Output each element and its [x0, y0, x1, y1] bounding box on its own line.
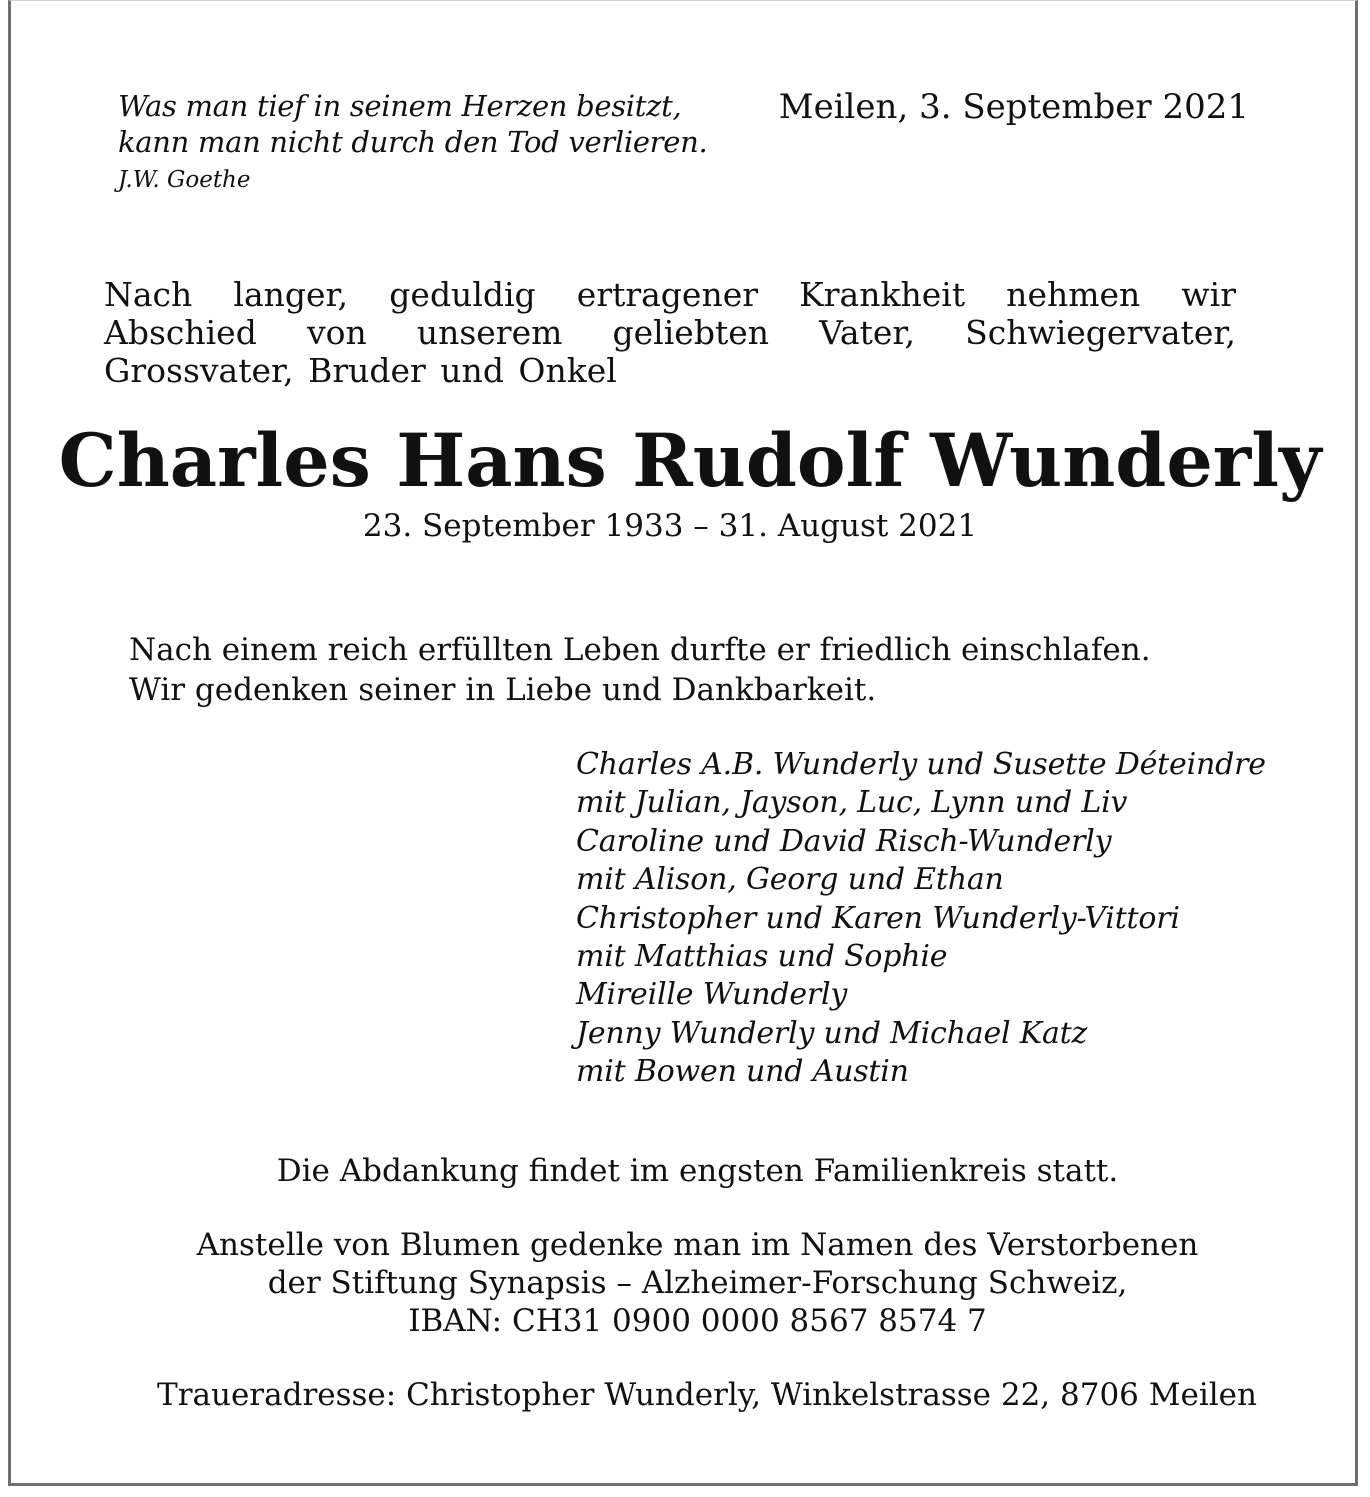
mourner-line: mit Alison, Georg und Ethan: [576, 862, 1004, 898]
donation-line: Anstelle von Blumen gedenke man im Namen des Verstorbenen: [196, 1227, 1199, 1263]
mourner-line: Caroline und David Risch-Wunderly: [576, 823, 1112, 859]
intro-paragraph: Nach langer, geduldig ertragener Krankheit nehmen wir Abschied von unserem geliebten Vater, Schwiegervater, Grossvater, Bruder und Onkel: [104, 275, 1236, 390]
quote-line: kann man nicht durch den Tod verlieren.: [118, 125, 708, 159]
mourner-line: Mireille Wunderly: [576, 977, 848, 1013]
memorial-line: Nach einem reich erfüllten Leben durfte er friedlich einschlafen.: [129, 632, 1151, 668]
mourner-line: mit Bowen und Austin: [576, 1054, 909, 1090]
mourner-line: mit Julian, Jayson, Luc, Lynn und Liv: [576, 785, 1128, 821]
donation-notice: [0, 1226, 1370, 1340]
donation-line: der Stiftung Synapsis – Alzheimer-Forschung Schweiz,: [267, 1265, 1128, 1301]
memorial-line: Wir gedenken seiner in Liebe und Dankbarkeit.: [129, 672, 877, 708]
mourner-line: mit Matthias und Sophie: [576, 939, 948, 975]
quote-line: Was man tief in seinem Herzen besitzt,: [118, 89, 682, 123]
donation-iban: IBAN: CH31 0900 0000 8567 8574 7: [408, 1303, 987, 1339]
epigraph-quote: [118, 88, 707, 160]
mourners-list: [576, 746, 1266, 1092]
mourner-line: Christopher und Karen Wunderly-Vittori: [576, 900, 1180, 936]
deceased-name: Charles Hans Rudolf Wunderly: [58, 418, 1322, 504]
mourner-line: Charles A.B. Wunderly und Susette Déteindre: [576, 747, 1266, 782]
mourning-address: Traueradresse: Christopher Wunderly, Winkelstrasse 22, 8706 Meilen: [157, 1377, 1257, 1413]
place-date: Meilen, 3. September 2021: [778, 87, 1249, 127]
quote-author: J.W. Goethe: [118, 167, 251, 193]
life-dates: 23. September 1933 – 31. August 2021: [362, 508, 978, 544]
memorial-text: [129, 630, 1151, 710]
ceremony-notice: Die Abdankung findet im engsten Familienkreis statt.: [276, 1153, 1119, 1189]
mourner-line: Jenny Wunderly und Michael Katz: [576, 1015, 1088, 1051]
